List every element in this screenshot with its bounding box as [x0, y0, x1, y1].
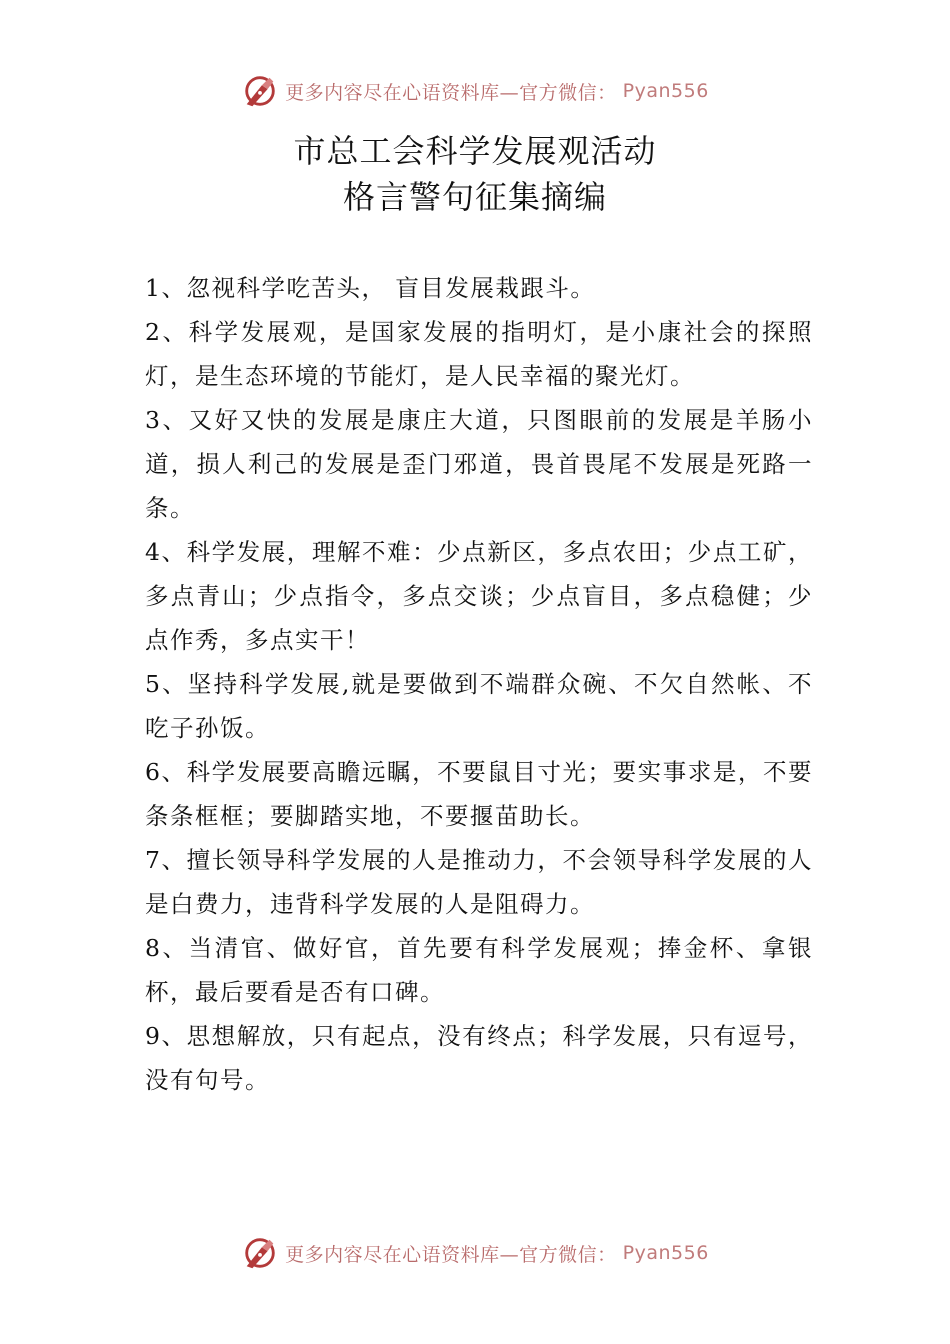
quote-item: 1、忽视科学吃苦头， 盲目发展栽跟斗。 [145, 274, 596, 302]
title-line-1: 市总工会科学发展观活动 [293, 132, 657, 170]
pen-nib-logo-icon [241, 1234, 279, 1272]
watermark-text: 更多内容尽在心语资料库—官方微信： [285, 1243, 617, 1266]
quote-item: 2、科学发展观，是国家发展的指明灯，是小康社会的探照灯，是生态环境的节能灯，是人民幸福的聚光灯。 [145, 318, 813, 390]
quote-item: 4、科学发展，理解不难：少点新区，多点农田；少点工矿，多点青山；少点指令，多点交谈；少点盲目，多点稳健；少点作秀，多点实干！ [145, 538, 813, 654]
quote-item: 7、擅长领导科学发展的人是推动力，不会领导科学发展的人是白费力，违背科学发展的人是阻碍力。 [145, 846, 813, 918]
quote-list [145, 266, 813, 1102]
header-watermark [0, 72, 950, 110]
quote-item: 5、坚持科学发展,就是要做到不端群众碗、不欠自然帐、不吃子孙饭。 [145, 670, 813, 742]
quote-item: 6、科学发展要高瞻远瞩，不要鼠目寸光；要实事求是，不要条条框框；要脚踏实地，不要揠苗助长。 [145, 758, 813, 830]
footer-watermark [0, 1234, 950, 1272]
title-line-2: 格言警句征集摘编 [342, 178, 607, 216]
watermark-wechat-id: Pyan556 [622, 80, 709, 102]
quote-item: 9、思想解放，只有起点，没有终点；科学发展，只有逗号，没有句号。 [145, 1022, 813, 1094]
document-title [0, 128, 950, 220]
pen-nib-logo-icon [241, 72, 279, 110]
quote-item: 8、当清官、做好官，首先要有科学发展观；捧金杯、拿银杯，最后要看是否有口碑。 [145, 934, 813, 1006]
watermark-wechat-id: Pyan556 [622, 1242, 709, 1264]
quote-item: 3、又好又快的发展是康庄大道，只图眼前的发展是羊肠小道，损人利己的发展是歪门邪道，畏首畏尾不发展是死路一条。 [145, 406, 813, 522]
watermark-text: 更多内容尽在心语资料库—官方微信： [285, 81, 617, 104]
